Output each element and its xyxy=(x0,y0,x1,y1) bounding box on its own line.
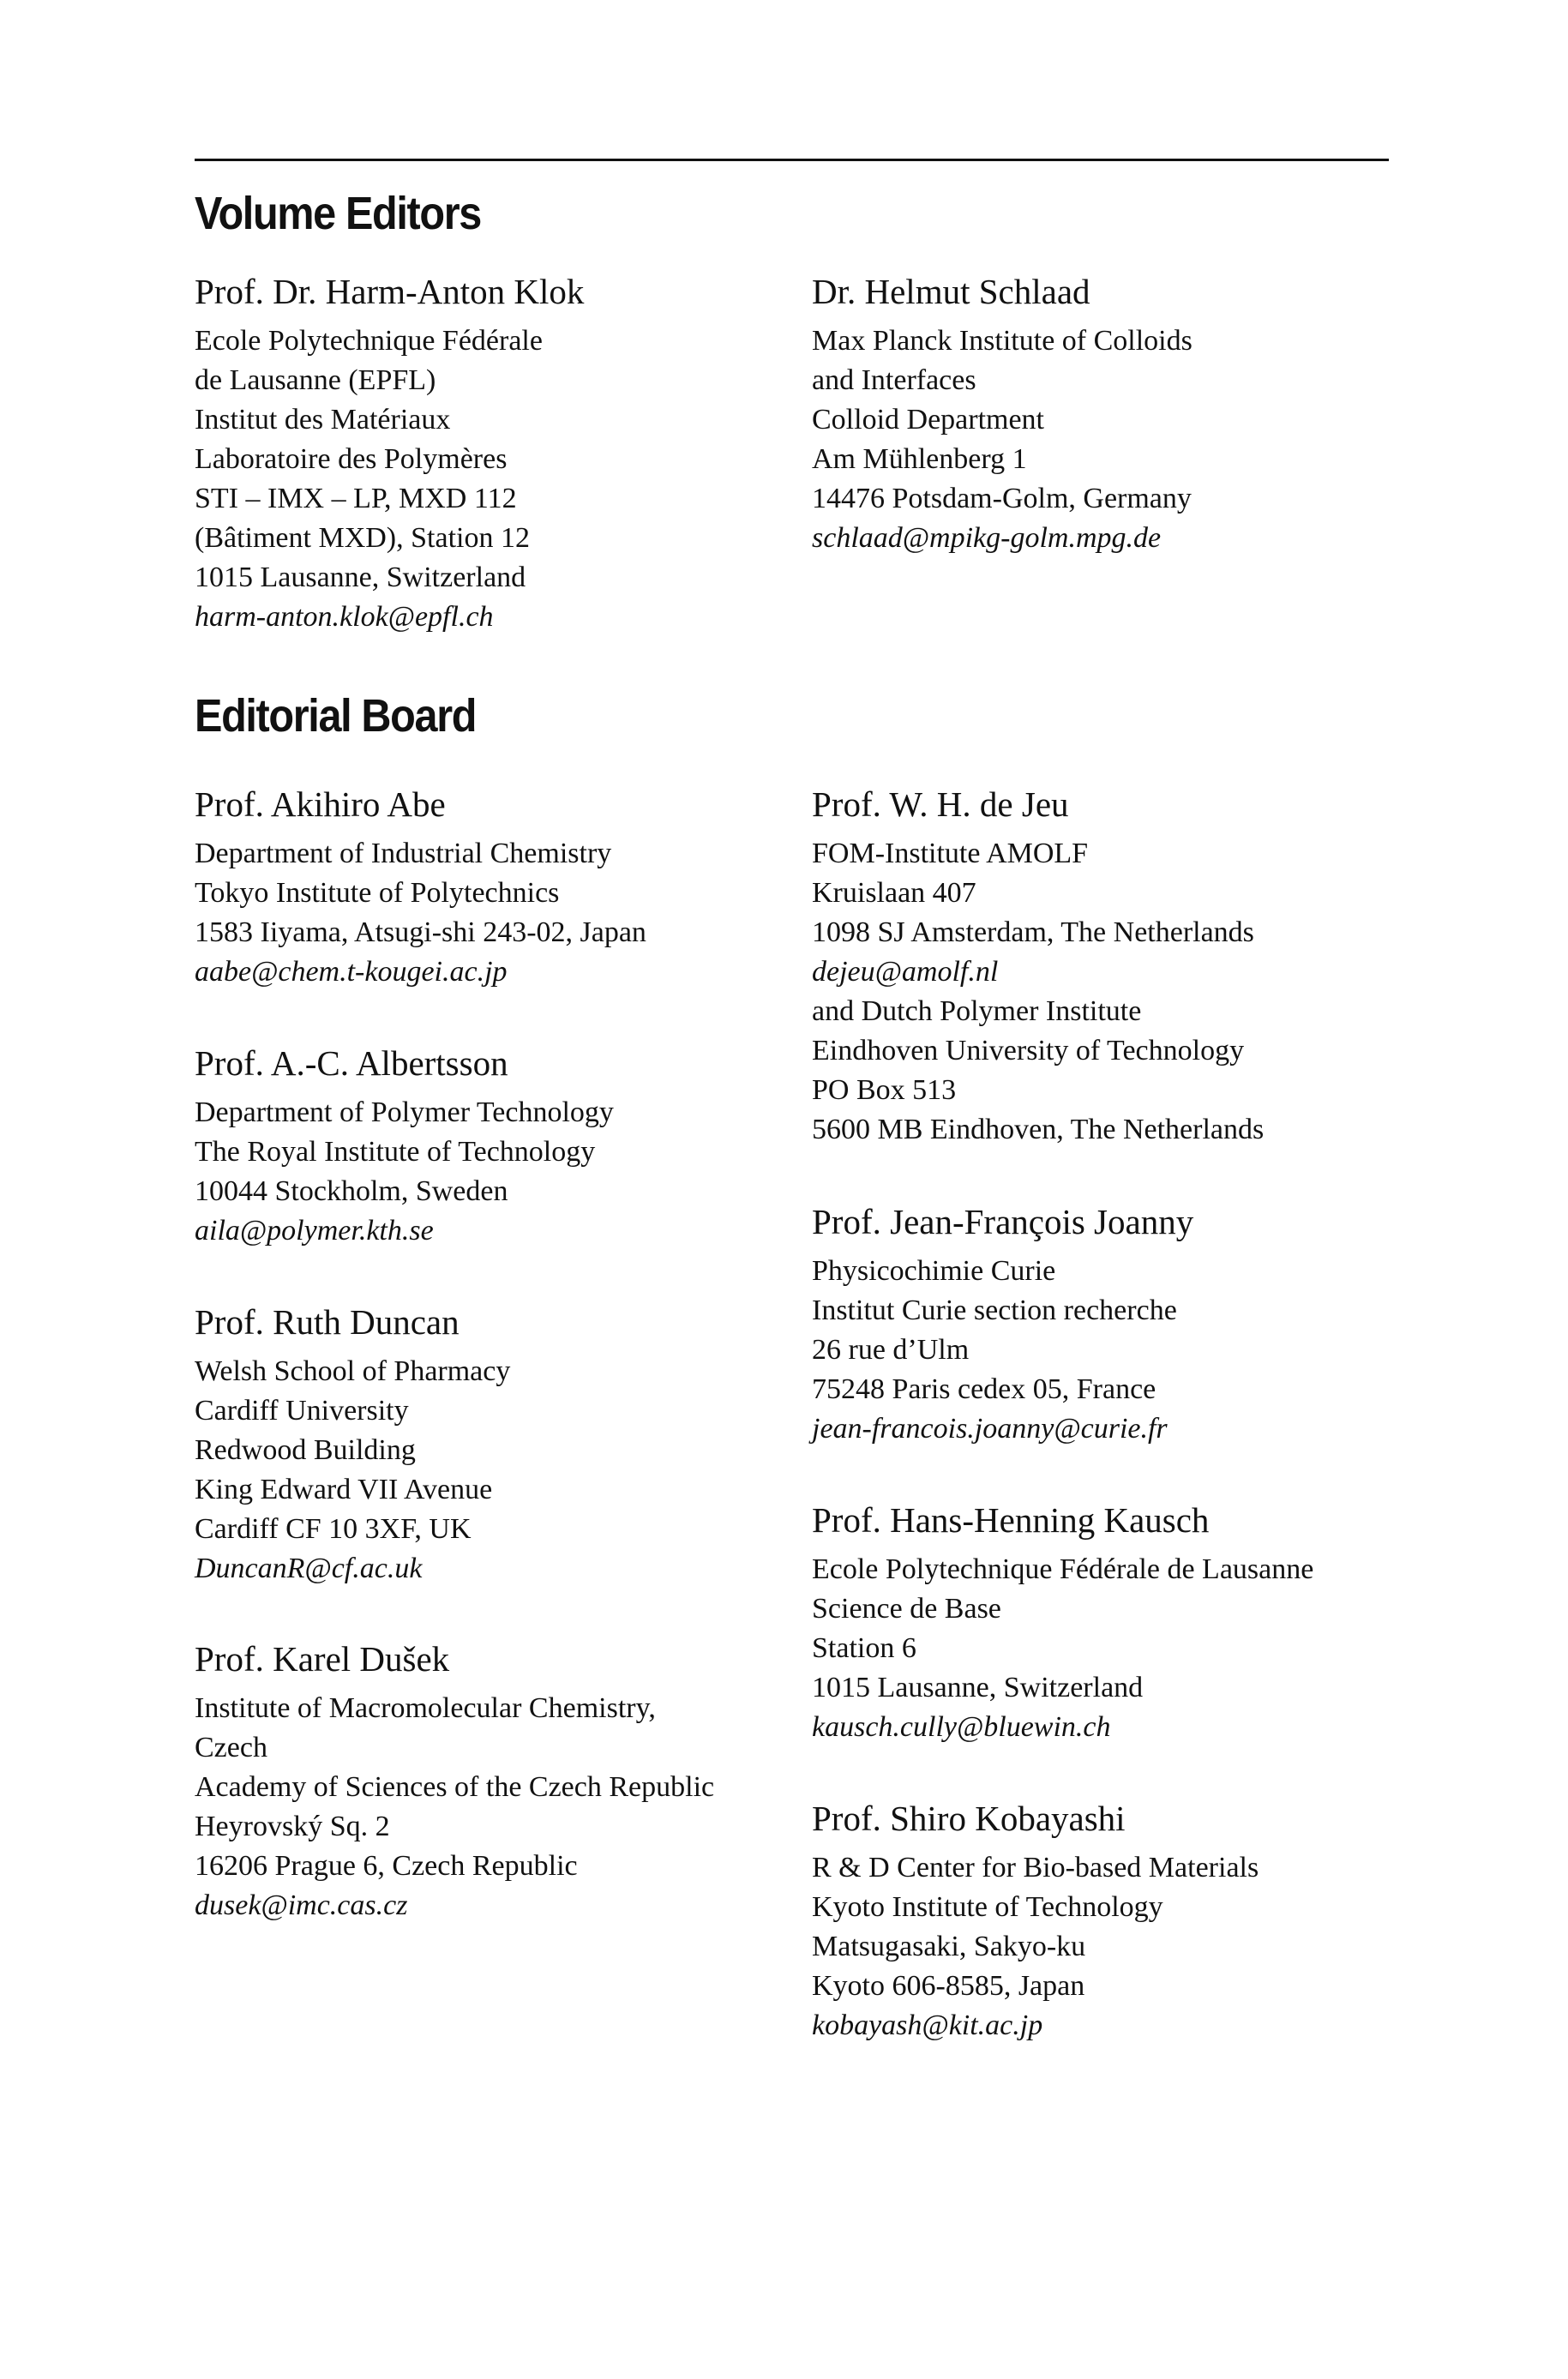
address-line: Welsh School of Pharmacy xyxy=(195,1355,511,1387)
address-line: Academy of Sciences of the Czech Republic xyxy=(195,1771,715,1803)
address-line: Institute of Macromolecular Chemistry, xyxy=(195,1692,656,1724)
address-line: Science de Base xyxy=(812,1593,1001,1625)
address-line: Czech xyxy=(195,1732,267,1763)
email-link[interactable]: jean-francois.joanny@curie.fr xyxy=(812,1413,1168,1445)
address-line: Institut des Matériaux xyxy=(195,404,451,436)
address-line: Cardiff University xyxy=(195,1395,409,1427)
address-line: STI – IMX – LP, MXD 112 xyxy=(195,483,517,514)
address-line: Kyoto Institute of Technology xyxy=(812,1891,1163,1923)
address-line: King Edward VII Avenue xyxy=(195,1474,493,1505)
address-line: PO Box 513 xyxy=(812,1074,957,1106)
address-line: Station 6 xyxy=(812,1632,916,1664)
address-line: and Interfaces xyxy=(812,364,976,396)
address-line: Ecole Polytechnique Fédérale xyxy=(195,325,543,357)
email-link[interactable]: schlaad@mpikg-golm.mpg.de xyxy=(812,522,1162,554)
address-line: Am Mühlenberg 1 xyxy=(812,443,1027,475)
address-line: The Royal Institute of Technology xyxy=(195,1136,596,1168)
address-line: Department of Industrial Chemistry xyxy=(195,838,612,869)
address-line: Laboratoire des Polymères xyxy=(195,443,508,475)
board-member-name: Prof. Shiro Kobayashi xyxy=(812,1799,1126,1838)
board-member-name: Prof. W. H. de Jeu xyxy=(812,784,1069,824)
board-member-duncan xyxy=(195,1302,778,1589)
address-line: Eindhoven University of Technology xyxy=(812,1035,1245,1066)
address-line: de Lausanne (EPFL) xyxy=(195,364,436,396)
board-member-de-jeu xyxy=(812,784,1395,1150)
address-line: FOM-Institute AMOLF xyxy=(812,838,1089,869)
address-line: Redwood Building xyxy=(195,1434,416,1466)
address-line: 10044 Stockholm, Sweden xyxy=(195,1175,508,1207)
board-member-name: Prof. Jean-François Joanny xyxy=(812,1202,1194,1241)
address-line: R & D Center for Bio-based Materials xyxy=(812,1852,1259,1883)
address-line: Institut Curie section recherche xyxy=(812,1295,1177,1326)
address-line: 1583 Iiyama, Atsugi-shi 243-02, Japan xyxy=(195,916,646,948)
editor-name: Prof. Dr. Harm-Anton Klok xyxy=(195,272,585,311)
address-line: Tokyo Institute of Polytechnics xyxy=(195,877,560,909)
board-member-joanny xyxy=(812,1202,1395,1449)
address-line: Heyrovský Sq. 2 xyxy=(195,1811,390,1842)
address-line: Kruislaan 407 xyxy=(812,877,976,909)
address-line: 16206 Prague 6, Czech Republic xyxy=(195,1850,578,1882)
address-line: Ecole Polytechnique Fédérale de Lausanne xyxy=(812,1553,1314,1585)
address-line: 26 rue d’Ulm xyxy=(812,1334,970,1366)
board-member-name: Prof. Akihiro Abe xyxy=(195,784,446,824)
board-member-albertsson xyxy=(195,1043,778,1251)
editor-entry-klok xyxy=(195,272,778,637)
email-link[interactable]: aila@polymer.kth.se xyxy=(195,1215,434,1247)
board-member-name: Prof. A.-C. Albertsson xyxy=(195,1043,508,1083)
board-member-abe xyxy=(195,784,778,992)
board-member-name: Prof. Hans-Henning Kausch xyxy=(812,1500,1210,1540)
address-line: Colloid Department xyxy=(812,404,1045,436)
address-line: Physicochimie Curie xyxy=(812,1255,1056,1287)
email-link[interactable]: kobayash@kit.ac.jp xyxy=(812,2010,1043,2041)
address-line: 5600 MB Eindhoven, The Netherlands xyxy=(812,1114,1265,1145)
address-line: Department of Polymer Technology xyxy=(195,1096,614,1128)
top-rule xyxy=(195,159,1389,161)
address-line: Kyoto 606-8585, Japan xyxy=(812,1970,1085,2002)
editorial-board-heading: Editorial Board xyxy=(195,690,477,742)
address-line: 14476 Potsdam-Golm, Germany xyxy=(812,483,1192,514)
address-line: 1098 SJ Amsterdam, The Netherlands xyxy=(812,916,1254,948)
board-member-name: Prof. Ruth Duncan xyxy=(195,1302,460,1342)
address-line: 1015 Lausanne, Switzerland xyxy=(812,1672,1144,1703)
editor-entry-schlaad xyxy=(812,272,1395,558)
address-line: Matsugasaki, Sakyo-ku xyxy=(812,1931,1086,1962)
email-link[interactable]: aabe@chem.t-kougei.ac.jp xyxy=(195,956,508,988)
board-member-kobayashi xyxy=(812,1799,1395,2046)
board-member-name: Prof. Karel Dušek xyxy=(195,1639,450,1679)
email-link[interactable]: dejeu@amolf.nl xyxy=(812,956,999,988)
email-link[interactable]: dusek@imc.cas.cz xyxy=(195,1889,408,1921)
email-link[interactable]: DuncanR@cf.ac.uk xyxy=(195,1553,423,1584)
volume-editors-heading: Volume Editors xyxy=(195,188,481,239)
address-line: Cardiff CF 10 3XF, UK xyxy=(195,1513,472,1545)
email-link[interactable]: kausch.cully@bluewin.ch xyxy=(812,1711,1111,1743)
email-link[interactable]: harm-anton.klok@epfl.ch xyxy=(195,601,494,633)
board-member-dusek xyxy=(195,1639,778,1925)
address-line: Max Planck Institute of Colloids xyxy=(812,325,1193,357)
address-line: 1015 Lausanne, Switzerland xyxy=(195,562,526,593)
address-line: 75248 Paris cedex 05, France xyxy=(812,1373,1156,1405)
address-line: (Bâtiment MXD), Station 12 xyxy=(195,522,530,554)
board-member-kausch xyxy=(812,1500,1395,1747)
editor-name: Dr. Helmut Schlaad xyxy=(812,272,1090,311)
address-line: and Dutch Polymer Institute xyxy=(812,995,1142,1027)
